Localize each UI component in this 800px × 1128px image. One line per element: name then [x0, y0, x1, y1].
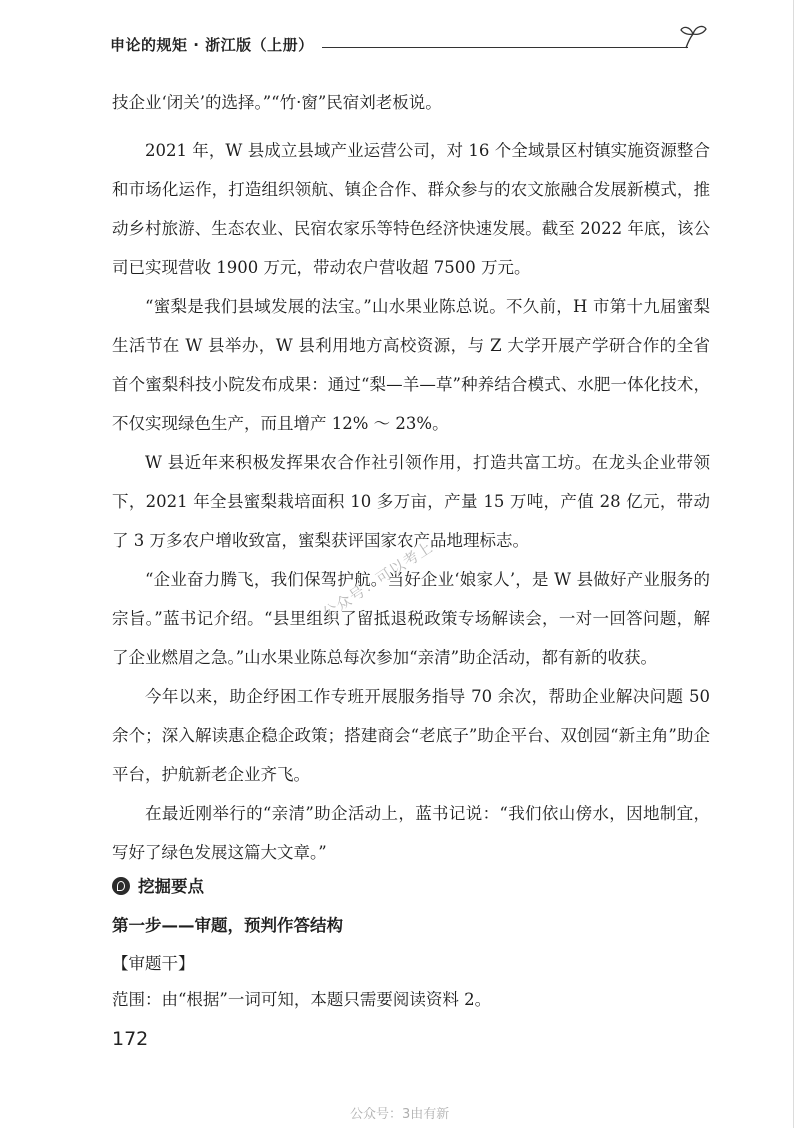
step-title: 第一步——审题，预判作答结构 [112, 916, 343, 935]
paragraph-enterprise-service: “企业奋力腾飞，我们保驾护航。当好企业‘娘家人’，是 W 县做好产业服务的宗旨。”蓝书记介绍。“县里组织了留抵退税政策专场解读会，一对一回答问题，解了企业燃眉之急。”山水果业陈总每次参加“亲清”助企活动，都有新的收获。 [112, 570, 710, 667]
sprout-icon [678, 20, 708, 50]
running-header [110, 34, 710, 58]
scan-stamp: 公众号：3由有新 [350, 1107, 450, 1122]
scan-edge [793, 0, 794, 1128]
page-number: 172 [112, 1028, 149, 1050]
paragraph-continuation: 技企业‘闭关’的选择。”“竹·窗”民宿刘老板说。 [112, 93, 442, 112]
scope-line: 范围：由“根据”一词可知，本题只需要阅读资料 2。 [112, 990, 492, 1009]
watermark: 公众号：可以考上 [319, 537, 437, 623]
paragraph-honey-pear: “蜜梨是我们县域发展的法宝。”山水果业陈总说。不久前，H 市第十九届蜜梨生活节在 W 县举办，W 县利用地方高校资源，与 Z 大学开展产学研合作的全省首个蜜梨科技小院发布成果：通过“梨—羊—草”种养结合模式、水肥一体化技术，不仅实现绿色生产，而且增产 12% ～ 23%。 [112, 297, 710, 433]
paragraph-relief-work: 今年以来，助企纾困工作专班开展服务指导 70 余次，帮助企业解决问题 50 余个；深入解读惠企稳企政策；搭建商会“老底子”助企平台、双创园“新主角”助企平台，护航新老企业齐飞。 [112, 687, 710, 784]
lightbulb-icon [112, 877, 130, 895]
section-title: 挖掘要点 [138, 877, 204, 896]
book-title: 申论的规矩 · 浙江版（上册） [110, 36, 314, 54]
paragraph-secretary-quote: 在最近刚举行的“亲清”助企活动上，蓝书记说：“我们依山傍水，因地制宜，写好了绿色发展这篇大文章。” [112, 804, 710, 862]
header-rule [322, 47, 688, 48]
section-heading [112, 873, 204, 897]
paragraph-county-company: 2021 年，W 县成立县域产业运营公司，对 16 个全域景区村镇实施资源整合和市场化运作，打造组织领航、镇企合作、群众参与的农文旅融合发展新模式，推动乡村旅游、生态农业、民宿农家乐等特色经济快速发展。截至 2022 年底，该公司已实现营收 1900 万元，带动农户营收超 7500 万元。 [112, 141, 710, 277]
paragraph-cooperatives: W 县近年来积极发挥果农合作社引领作用，打造共富工坊。在龙头企业带领下，2021 年全县蜜梨栽培面积 10 多万亩，产量 15 万吨，产值 28 亿元，带动了 3 万多农户增收致富，蜜梨获评国家农产品地理标志。 [112, 453, 710, 550]
bracket-label: 【审题干】 [112, 954, 195, 973]
